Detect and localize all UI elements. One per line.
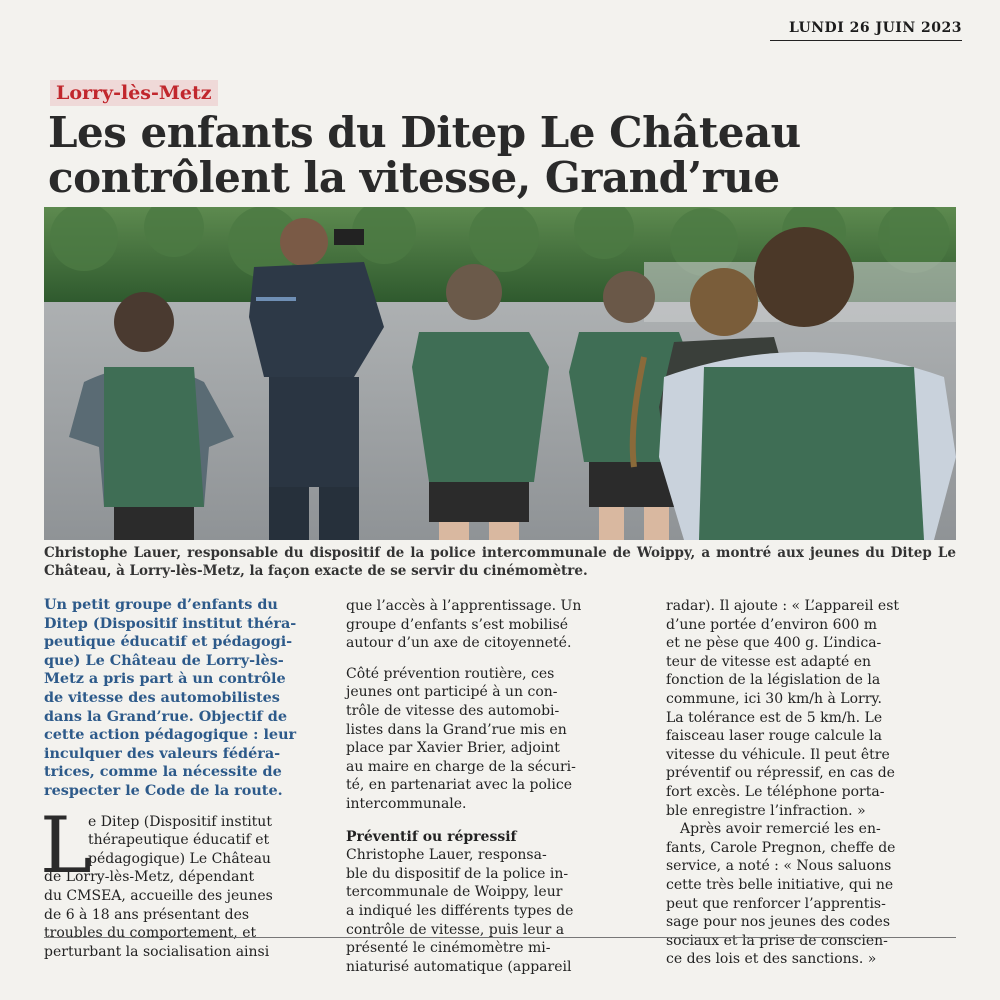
body-line: du CMSEA, accueille des jeunes bbox=[44, 887, 273, 904]
body-line: de Lorry-lès-Metz, dépendant bbox=[44, 869, 255, 886]
body-line: fants, Carole Pregnon, cheffe de bbox=[666, 839, 896, 856]
issue-date: LUNDI 26 JUIN 2023 bbox=[788, 20, 962, 36]
body-line: préventif ou répressif, en cas de bbox=[666, 765, 895, 782]
body-line: thérapeutique éducatif et bbox=[88, 832, 270, 849]
lede-line: cette action pédagogique : leur bbox=[44, 726, 297, 744]
body-line: service, a noté : « Nous saluons bbox=[666, 858, 892, 875]
body-paragraph bbox=[40, 800, 312, 962]
body-line: vitesse du véhicule. Il peut être bbox=[666, 746, 890, 763]
body-line: radar). Il ajoute : « L’appareil est bbox=[666, 598, 900, 614]
body-line: sociaux et la prise de conscien- bbox=[666, 932, 888, 949]
body-line: fonction de la législation de la bbox=[666, 672, 881, 689]
body-line: a indiqué les différents types de bbox=[346, 902, 574, 919]
body-line: de 6 à 18 ans présentant des bbox=[44, 906, 250, 923]
body-line: que l’accès à l’apprentissage. Un bbox=[346, 598, 582, 614]
headline-line: contrôlent la vitesse, Grand’rue bbox=[48, 153, 780, 202]
lede-line: respecter le Code de la route. bbox=[44, 781, 283, 799]
body-line: tercommunale de Woippy, leur bbox=[346, 884, 563, 901]
body-line: au maire en charge de la sécuri- bbox=[346, 758, 576, 775]
lede-line: Metz a pris part à un contrôle bbox=[44, 670, 286, 688]
headline bbox=[48, 110, 968, 200]
body-line: commune, ici 30 km/h à Lorry. bbox=[666, 690, 882, 707]
body-line: Côté prévention routière, ces bbox=[346, 665, 555, 682]
body-line: fort excès. Le téléphone porta- bbox=[666, 783, 885, 800]
body-line: faisceau laser rouge calcule la bbox=[666, 728, 882, 745]
lede-line: dans la Grand’rue. Objectif de bbox=[44, 707, 287, 725]
photo-illustration bbox=[44, 207, 956, 540]
body-line: présenté le cinémomètre mi- bbox=[346, 940, 551, 957]
body-line: autour d’un axe de citoyenneté. bbox=[346, 635, 572, 652]
lede-line: Un petit groupe d’enfants du bbox=[44, 596, 278, 613]
body-line: Christophe Lauer, responsa- bbox=[346, 847, 547, 864]
body-line: contrôle de vitesse, puis leur a bbox=[346, 921, 565, 938]
lede-line: que) Le Château de Lorry-lès- bbox=[44, 651, 284, 669]
date-rule bbox=[770, 40, 962, 41]
body-line: teur de vitesse est adapté en bbox=[666, 653, 871, 670]
body-line: Après avoir remercié les en- bbox=[680, 821, 881, 838]
column-1 bbox=[40, 596, 312, 961]
body-line: e Ditep (Dispositif institut bbox=[88, 813, 272, 830]
body-line: trôle de vitesse des automobi- bbox=[346, 702, 560, 719]
body-line: groupe d’enfants s’est mobilisé bbox=[346, 616, 569, 633]
photo-caption: Christophe Lauer, responsable du dispositif de la police intercommunale de Woippy, a montré aux jeunes du Ditep Le Château, à Lorry-lès-Metz, la façon exacte de se servir du cinémomètre. bbox=[44, 545, 956, 579]
body-line: et ne pèse que 400 g. L’indica- bbox=[666, 635, 882, 652]
body-line: intercommunale. bbox=[346, 795, 467, 812]
body-line: ble du dispositif de la police in- bbox=[346, 865, 569, 882]
location-kicker: Lorry-lès-Metz bbox=[50, 80, 218, 106]
body-line: niaturisé automatique (appareil bbox=[346, 958, 572, 975]
lede-line: peutique éducatif et pédagogi- bbox=[44, 633, 293, 651]
article-photo bbox=[44, 207, 956, 540]
column-2 bbox=[346, 597, 638, 976]
body-line: jeunes ont participé à un con- bbox=[346, 684, 558, 701]
body-line: sage pour nos jeunes des codes bbox=[666, 914, 891, 931]
body-line: d’une portée d’environ 600 m bbox=[666, 616, 878, 633]
lede-line: Ditep (Dispositif institut théra- bbox=[44, 614, 297, 632]
body-line: listes dans la Grand’rue mis en bbox=[346, 721, 567, 738]
body-line: place par Xavier Brier, adjoint bbox=[346, 740, 560, 757]
body-line: perturbant la socialisation ainsi bbox=[44, 943, 270, 960]
bottom-rule bbox=[44, 937, 956, 938]
body-line: troubles du comportement, et bbox=[44, 925, 257, 942]
body-line: pédagogique) Le Château bbox=[88, 850, 271, 867]
body-line: ble enregistre l’infraction. » bbox=[666, 802, 866, 819]
body-line: peut que renforcer l’apprentis- bbox=[666, 895, 886, 912]
subheading: Préventif ou répressif bbox=[346, 828, 517, 845]
lede-line: de vitesse des automobilistes bbox=[44, 688, 280, 706]
body-line: ce des lois et des sanctions. » bbox=[666, 951, 877, 968]
headline-line: Les enfants du Ditep Le Château bbox=[48, 108, 801, 157]
lede bbox=[44, 596, 312, 801]
lede-line: trices, comme la nécessite de bbox=[44, 763, 282, 781]
drop-cap: L bbox=[40, 800, 92, 891]
column-3 bbox=[666, 597, 956, 969]
body-line: La tolérance est de 5 km/h. Le bbox=[666, 709, 883, 726]
body-line: cette très belle initiative, qui ne bbox=[666, 876, 894, 893]
body-line: té, en partenariat avec la police bbox=[346, 777, 573, 794]
lede-line: inculquer des valeurs fédéra- bbox=[44, 744, 281, 762]
